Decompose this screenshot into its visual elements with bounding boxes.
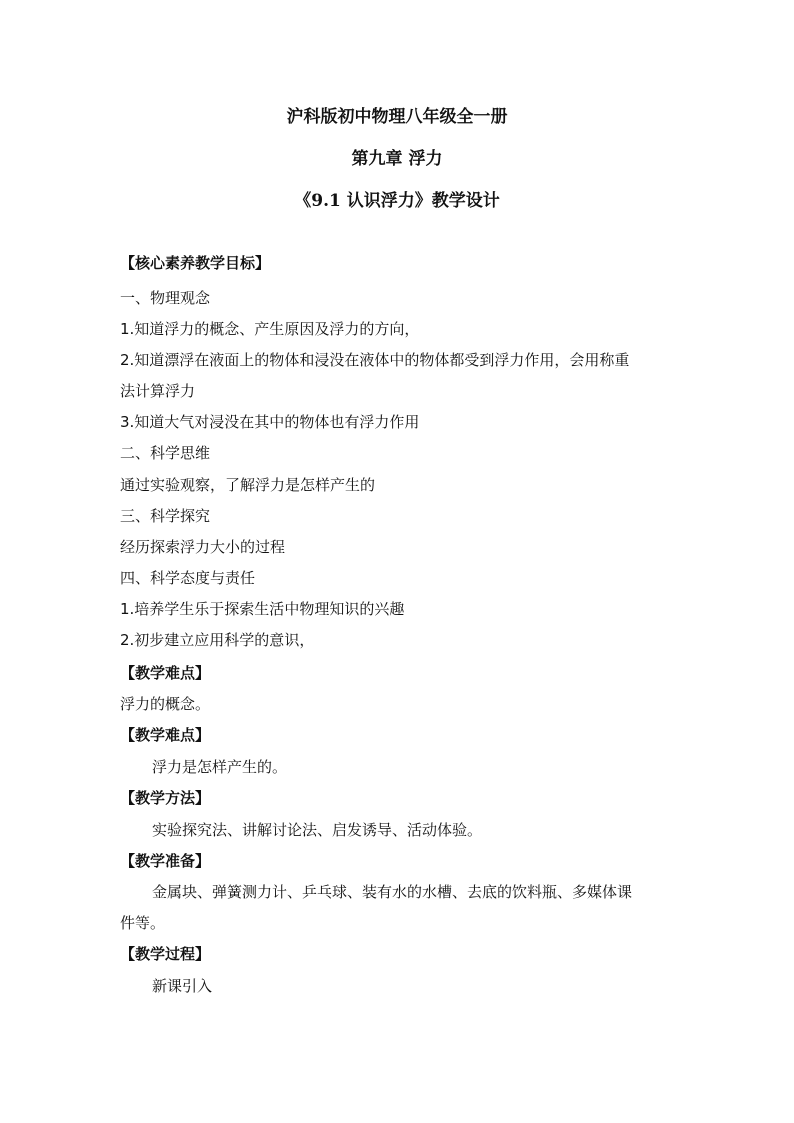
document-title: 沪科版初中物理八年级全一册: [286, 107, 508, 127]
list-item: 2.知道漂浮在液面上的物体和浸没在液体中的物体都受到浮力作用，会用称重: [120, 351, 630, 369]
lesson-title: 《9.1 认识浮力》教学设计: [294, 191, 500, 211]
paragraph-continuation: 件等。: [120, 914, 166, 932]
paragraph: 通过实验观察，了解浮力是怎样产生的: [120, 476, 376, 494]
section-heading-method: 【教学方法】: [120, 789, 211, 807]
list-item: 1.培养学生乐于探索生活中物理知识的兴趣: [120, 600, 405, 618]
section-heading-process: 【教学过程】: [120, 945, 211, 963]
list-item: 3.知道大气对浸没在其中的物体也有浮力作用: [120, 413, 420, 431]
section-heading-goals: 【核心素养教学目标】: [120, 254, 271, 272]
list-item: 2.初步建立应用科学的意识，: [120, 631, 315, 649]
subsection-title: 二、科学思维: [120, 444, 211, 462]
paragraph: 浮力的概念。: [120, 695, 211, 713]
subsection-title: 一、物理观念: [120, 289, 211, 307]
list-item-continuation: 法计算浮力: [120, 382, 196, 400]
chapter-title: 第九章 浮力: [351, 149, 443, 169]
paragraph: 实验探究法、讲解讨论法、启发诱导、活动体验。: [152, 821, 483, 839]
paragraph: 浮力是怎样产生的。: [152, 758, 288, 776]
paragraph: 金属块、弹簧测力计、乒乓球、装有水的水槽、去底的饮料瓶、多媒体课: [152, 883, 633, 901]
list-item: 1.知道浮力的概念、产生原因及浮力的方向，: [120, 320, 420, 338]
subsection-title: 三、科学探究: [120, 507, 211, 525]
section-heading-difficulty: 【教学难点】: [120, 726, 211, 744]
section-heading-difficulty: 【教学难点】: [120, 664, 211, 682]
subsection-title: 四、科学态度与责任: [120, 569, 256, 587]
section-heading-preparation: 【教学准备】: [120, 852, 211, 870]
paragraph: 经历探索浮力大小的过程: [120, 538, 286, 556]
paragraph: 新课引入: [152, 977, 213, 995]
